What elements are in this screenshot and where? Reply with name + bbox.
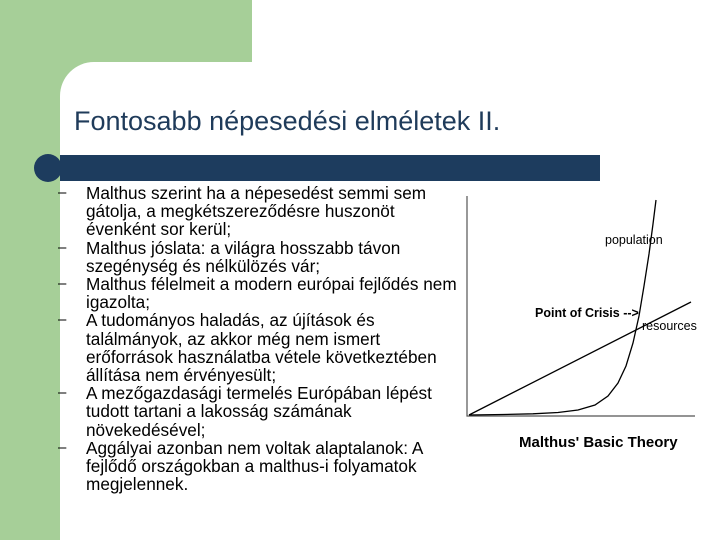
bullet-marker: – bbox=[58, 184, 67, 201]
bullet-text: Aggályai azonban nem voltak alaptalanok: A fejlődő országokban a malthus-i folyamatok megjelennek. bbox=[86, 437, 423, 495]
label-resources: resources bbox=[642, 319, 697, 333]
slide-title: Fontosabb népesedési elméletek II. bbox=[74, 106, 501, 136]
chart-svg bbox=[463, 188, 709, 460]
bullet-marker: – bbox=[58, 384, 67, 402]
bullet-item bbox=[58, 439, 468, 494]
bullet-text: Malthus félelmeit a modern európai fejlődés nem igazolta; bbox=[86, 274, 457, 313]
label-population: population bbox=[605, 233, 663, 247]
bullet-item bbox=[58, 384, 468, 439]
title-bar bbox=[60, 155, 600, 181]
bullet-text: Malthus jóslata: a világra hosszabb távon szegénység és nélkülözés vár; bbox=[86, 237, 401, 276]
bullet-item bbox=[58, 275, 468, 311]
label-point-of-crisis: Point of Crisis --> bbox=[535, 306, 639, 320]
bullet-item bbox=[58, 239, 468, 275]
bullet-marker: – bbox=[58, 438, 67, 456]
bullet-marker: – bbox=[58, 275, 67, 293]
bullet-text: A tudományos haladás, az újítások és találmányok, az akkor még nem ismert erőforrások használatba vétele következtében állítása nem érvényesült; bbox=[86, 310, 437, 386]
bullet-item bbox=[58, 311, 468, 384]
bullet-text: Malthus szerint ha a népesedést semmi sem gátolja, a megkétszereződésre huszonöt évenként sor kerül; bbox=[86, 183, 427, 240]
bullet-list bbox=[58, 184, 468, 493]
bullet-marker: – bbox=[58, 311, 67, 329]
malthus-chart bbox=[463, 188, 709, 460]
bullet-marker: – bbox=[58, 238, 67, 256]
title-bar-bullet bbox=[34, 154, 62, 182]
bullet-text: A mezőgazdasági termelés Európában lépést tudott tartani a lakosság számának növekedésével; bbox=[86, 383, 432, 440]
chart-caption: Malthus' Basic Theory bbox=[519, 434, 678, 451]
bullet-item bbox=[58, 184, 468, 239]
